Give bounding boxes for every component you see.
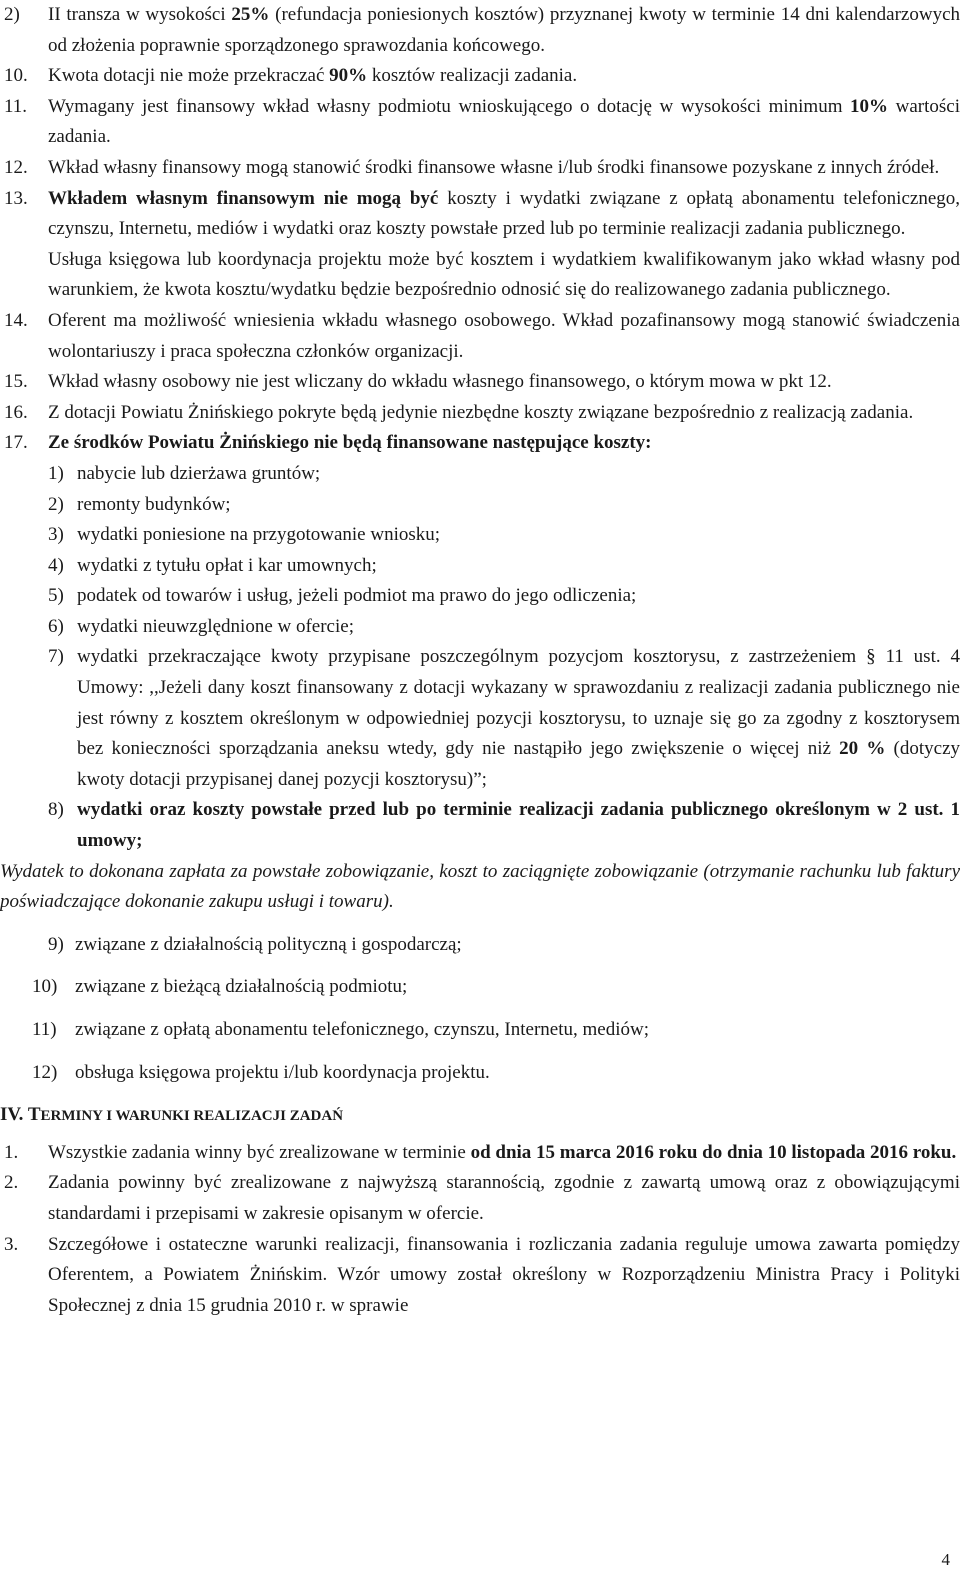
cost-item: 4) wydatki z tytułu opłat i kar umownych; [0,551,960,582]
item-number: 3) [48,524,64,546]
cost-item: 3) wydatki poniesione na przygotowanie wniosku; [0,520,960,551]
cost-item: 1) nabycie lub dzierżawa gruntów; [0,459,960,490]
item-number: 4) [48,554,64,576]
item-number: 10) [32,976,58,998]
item-number: 12) [32,1061,58,1083]
term-item: 1. Wszystkie zadania winny być zrealizowane w terminie od dnia 15 marca 2016 roku do dnia 10 listopada 2016 roku. [0,1138,960,1169]
item-number: 7) [48,646,64,668]
list-item: 11. Wymagany jest finansowy wkład własny podmiotu wnioskującego o dotację w wysokości minimum 10% wartości zadania. [0,92,960,153]
item-number: 1) [48,462,64,484]
item-number: 11. [4,95,28,117]
list-item: 15. Wkład własny osobowy nie jest wliczany do wkładu własnego finansowego, o którym mowa w pkt 12. [0,367,960,398]
list-item: 16. Z dotacji Powiatu Żnińskiego pokryte będą jedynie niezbędne koszty związane bezpośrednio z realizacją zadania. [0,398,960,429]
item-number: 11) [32,1019,57,1040]
paragraph: Usługa księgowa lub koordynacja projektu może być kosztem i wydatkiem kwalifikowanym jako wkład własny pod warunkiem, że kwota kosztu/wydatku będzie bezpośrednio odnosić się do realizowanego zadania publicznego. [48,248,960,301]
cost-item: 8) wydatki oraz koszty powstałe przed lub po terminie realizacji zadania publicznego określonym w 2 ust. 1 umowy; [0,795,960,856]
section-heading: IV. TERMINY I WARUNKI REALIZACJI ZADAŃ [0,1104,344,1126]
item-number: 1. [4,1141,19,1163]
list-item: 2) II transza w wysokości 25% (refundacja poniesionych kosztów) przyznanej kwoty w terminie 14 dni kalendarzowych od złożenia poprawnie sporządzonego sprawozdania końcowego. [0,0,960,61]
item-number: 10. [4,65,28,87]
page-number: 4 [941,1550,950,1569]
cost-item: 12) obsługa księgowa projektu i/lub koordynacja projektu. [0,1058,960,1089]
item-number: 8) [48,799,64,821]
item-number: 12. [4,156,28,178]
cost-item: 7) wydatki przekraczające kwoty przypisane poszczególnym pozycjom kosztorysu, z zastrzeżeniem § 11 ust. 4 Umowy: ,,Jeżeli dany koszt finansowany z dotacji wykazany w sprawozdaniu z realizacji zadania publicznego nie jest równy z kosztem określonym w odpowiedniej pozycji kosztorysu, to uznaje się go za zgodny z kosztorysem bez konieczności sporządzania aneksu wtedy, gdy nie nastąpiło jego zwiększenie o więcej niż 20 % (dotyczy kwoty dotacji przypisanej danej pozycji kosztorysu)”; [0,642,960,795]
item-number: 2) [4,4,20,25]
item-number: 5) [48,585,64,607]
cost-list-continued [0,930,960,1088]
item-number: 9) [48,933,64,955]
cost-item: 11) związane z opłatą abonamentu telefonicznego, czynszu, Internetu, mediów; [0,1015,960,1046]
item-number: 2) [48,493,64,515]
item-number: 14. [4,309,28,331]
item-number: 16. [4,401,28,423]
list-item: 14. Oferent ma możliwość wniesienia wkładu własnego osobowego. Wkład pozafinansowy mogą stanowić świadczenia wolontariuszy i praca społeczna członków organizacji. [0,306,960,367]
cost-item: 2) remonty budynków; [0,490,960,521]
item-number: 17. [4,432,28,454]
italic-note: Wydatek to dokonana zapłata za powstałe zobowiązanie, koszt to zaciągnięte zobowiązanie (otrzymanie rachunku lub faktury poświadczające dokonanie zakupu usługi i towaru). [0,860,960,913]
list-item: 12. Wkład własny finansowy mogą stanowić środki finansowe własne i/lub środki finansowe pozyskane z innych źródeł. [0,153,960,184]
item-number: 6) [48,615,64,637]
term-item: 3. Szczegółowe i ostateczne warunki realizacji, finansowania i rozliczania zadania reguluje umowa zawarta pomiędzy Oferentem, a Powiatem Żnińskim. Wzór umowy został określony w Rozporządzeniu Ministra Pracy i Polityki Społecznej z dnia 15 grudnia 2010 r. w sprawie [0,1230,960,1322]
cost-item: 9) związane z działalnością polityczną i gospodarczą; [0,930,960,961]
list-item: 10. Kwota dotacji nie może przekraczać 90% kosztów realizacji zadania. [0,61,960,92]
item-number: 15. [4,371,28,393]
list-item: 13. Wkładem własnym finansowym nie mogą być koszty i wydatki związane z opłatą abonamentu telefonicznego, czynszu, Internetu, mediów i wydatki oraz koszty powstałe przed lub po terminie realizacji zadania publicznego. [0,184,960,245]
item-number: 13. [4,187,28,209]
cost-item: 10) związane z bieżącą działalnością podmiotu; [0,972,960,1003]
list-item: 17. Ze środków Powiatu Żnińskiego nie będą finansowane następujące koszty: [0,428,960,459]
cost-item: 6) wydatki nieuwzględnione w ofercie; [0,612,960,643]
item-number: 3. [4,1233,19,1255]
term-item: 2. Zadania powinny być zrealizowane z najwyższą starannością, zgodnie z zawartą umową oraz z obowiązującymi standardami i przepisami w zakresie opisanym w ofercie. [0,1168,960,1229]
cost-item: 5) podatek od towarów i usług, jeżeli podmiot ma prawo do jego odliczenia; [0,581,960,612]
item-number: 2. [4,1172,19,1194]
